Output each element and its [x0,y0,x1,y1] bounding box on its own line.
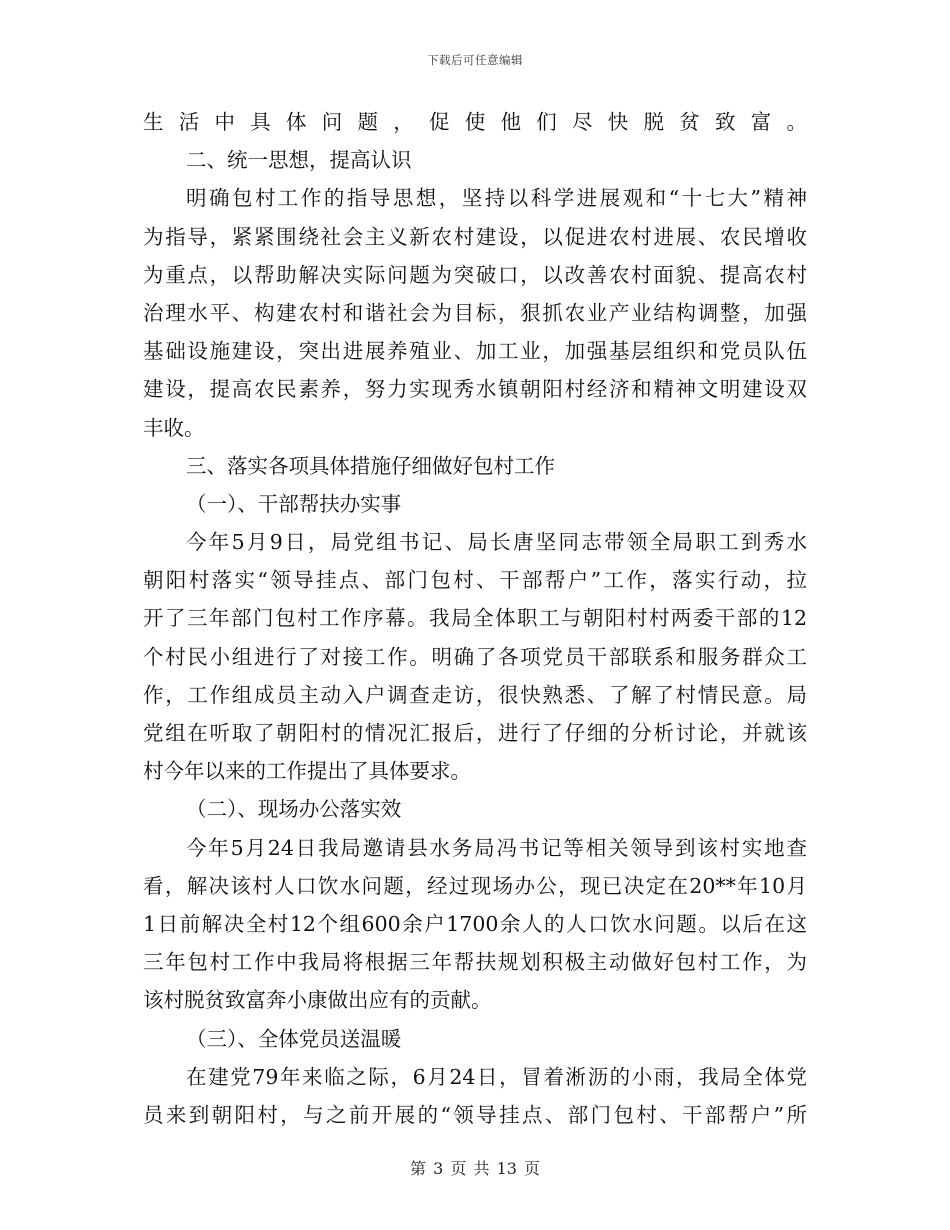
text-line: 该村脱贫致富奔小康做出应有的贡献。 [143,988,492,1013]
page-footer [0,1156,950,1179]
total-page-number: 13 [496,1159,517,1178]
text-line: 治理水平、构建农村和谐社会为目标，狠抓农业产业结构调整，加强 [143,300,807,325]
text-line: 三年包村工作中我局将根据三年帮扶规划积极主动做好包村工作，为 [143,950,807,975]
text-line: 建设，提高农民素养，努力实现秀水镇朝阳村经济和精神文明建设双 [143,377,807,402]
text-line: 丰收。 [143,415,205,440]
text-line: 看，解决该村人口饮水问题，经过现场办公，现已决定在20**年10月 [143,873,807,898]
footer-label-ye: 页 [450,1159,467,1178]
footer-label-di: 第 [409,1159,426,1178]
text-line: 个村民小组进行了对接工作。明确了各项党员干部联系和服务群众工 [143,644,807,669]
text-line: 作，工作组成员主动入户调查走访，很快熟悉、了解了村情民意。局 [143,682,807,707]
text-line: 开了三年部门包村工作序幕。我局全体职工与朝阳村村两委干部的12 [143,606,807,631]
text-line: 为重点，以帮助解决实际问题为突破口，以改善农村面貌、提高农村 [143,262,807,287]
text-line: 明确包村工作的指导思想，坚持以科学进展观和“十七大”精神 [186,186,807,211]
subsection-heading: （三）、全体党员送温暖 [186,1026,402,1051]
text-line: 基础设施建设，突出进展养殖业、加工业，加强基层组织和党员队伍 [143,339,807,364]
text-line: 党组在听取了朝阳村的情况汇报后，进行了仔细的分析讨论，并就该 [143,721,807,745]
text-line: 今年5月9日，局党组书记、局长唐坚同志带领全局职工到秀水 [186,530,807,555]
footer-label-ye2: 页 [524,1159,541,1178]
page-header: 下载后可任意编辑 [427,53,523,67]
text-line: 员来到朝阳村，与之前开展的“领导挂点、部门包村、干部帮户”所 [143,1102,807,1127]
subsection-heading: （二）、现场办公落实效 [186,797,402,822]
section-heading: 二、统一思想，提高认识 [186,148,412,173]
text-line: 1日前解决全村12个组600余户1700余人的人口饮水问题。以后在这 [143,911,807,936]
text-line: 村今年以来的工作提出了具体要求。 [143,759,471,784]
text-line: 今年5月24日我局邀请县水务局冯书记等相关领导到该村实地查 [186,835,807,860]
text-line: 为指导，紧紧围绕社会主义新农村建设，以促进农村进展、农民增收 [143,224,807,249]
current-page-number: 3 [433,1159,444,1178]
text-line: 朝阳村落实“领导挂点、部门包村、干部帮户”工作，落实行动，拉 [143,568,807,593]
document-body [143,103,807,1134]
text-line: 生活中具体问题，促使他们尽快脱贫致富。 [143,110,807,134]
text-line: 在建党79年来临之际，6月24日，冒着淅沥的小雨，我局全体党 [186,1064,807,1089]
footer-label-gong: 共 [473,1159,490,1178]
subsection-heading: （一）、干部帮扶办实事 [186,491,402,516]
section-heading: 三、落实各项具体措施仔细做好包村工作 [186,453,555,478]
